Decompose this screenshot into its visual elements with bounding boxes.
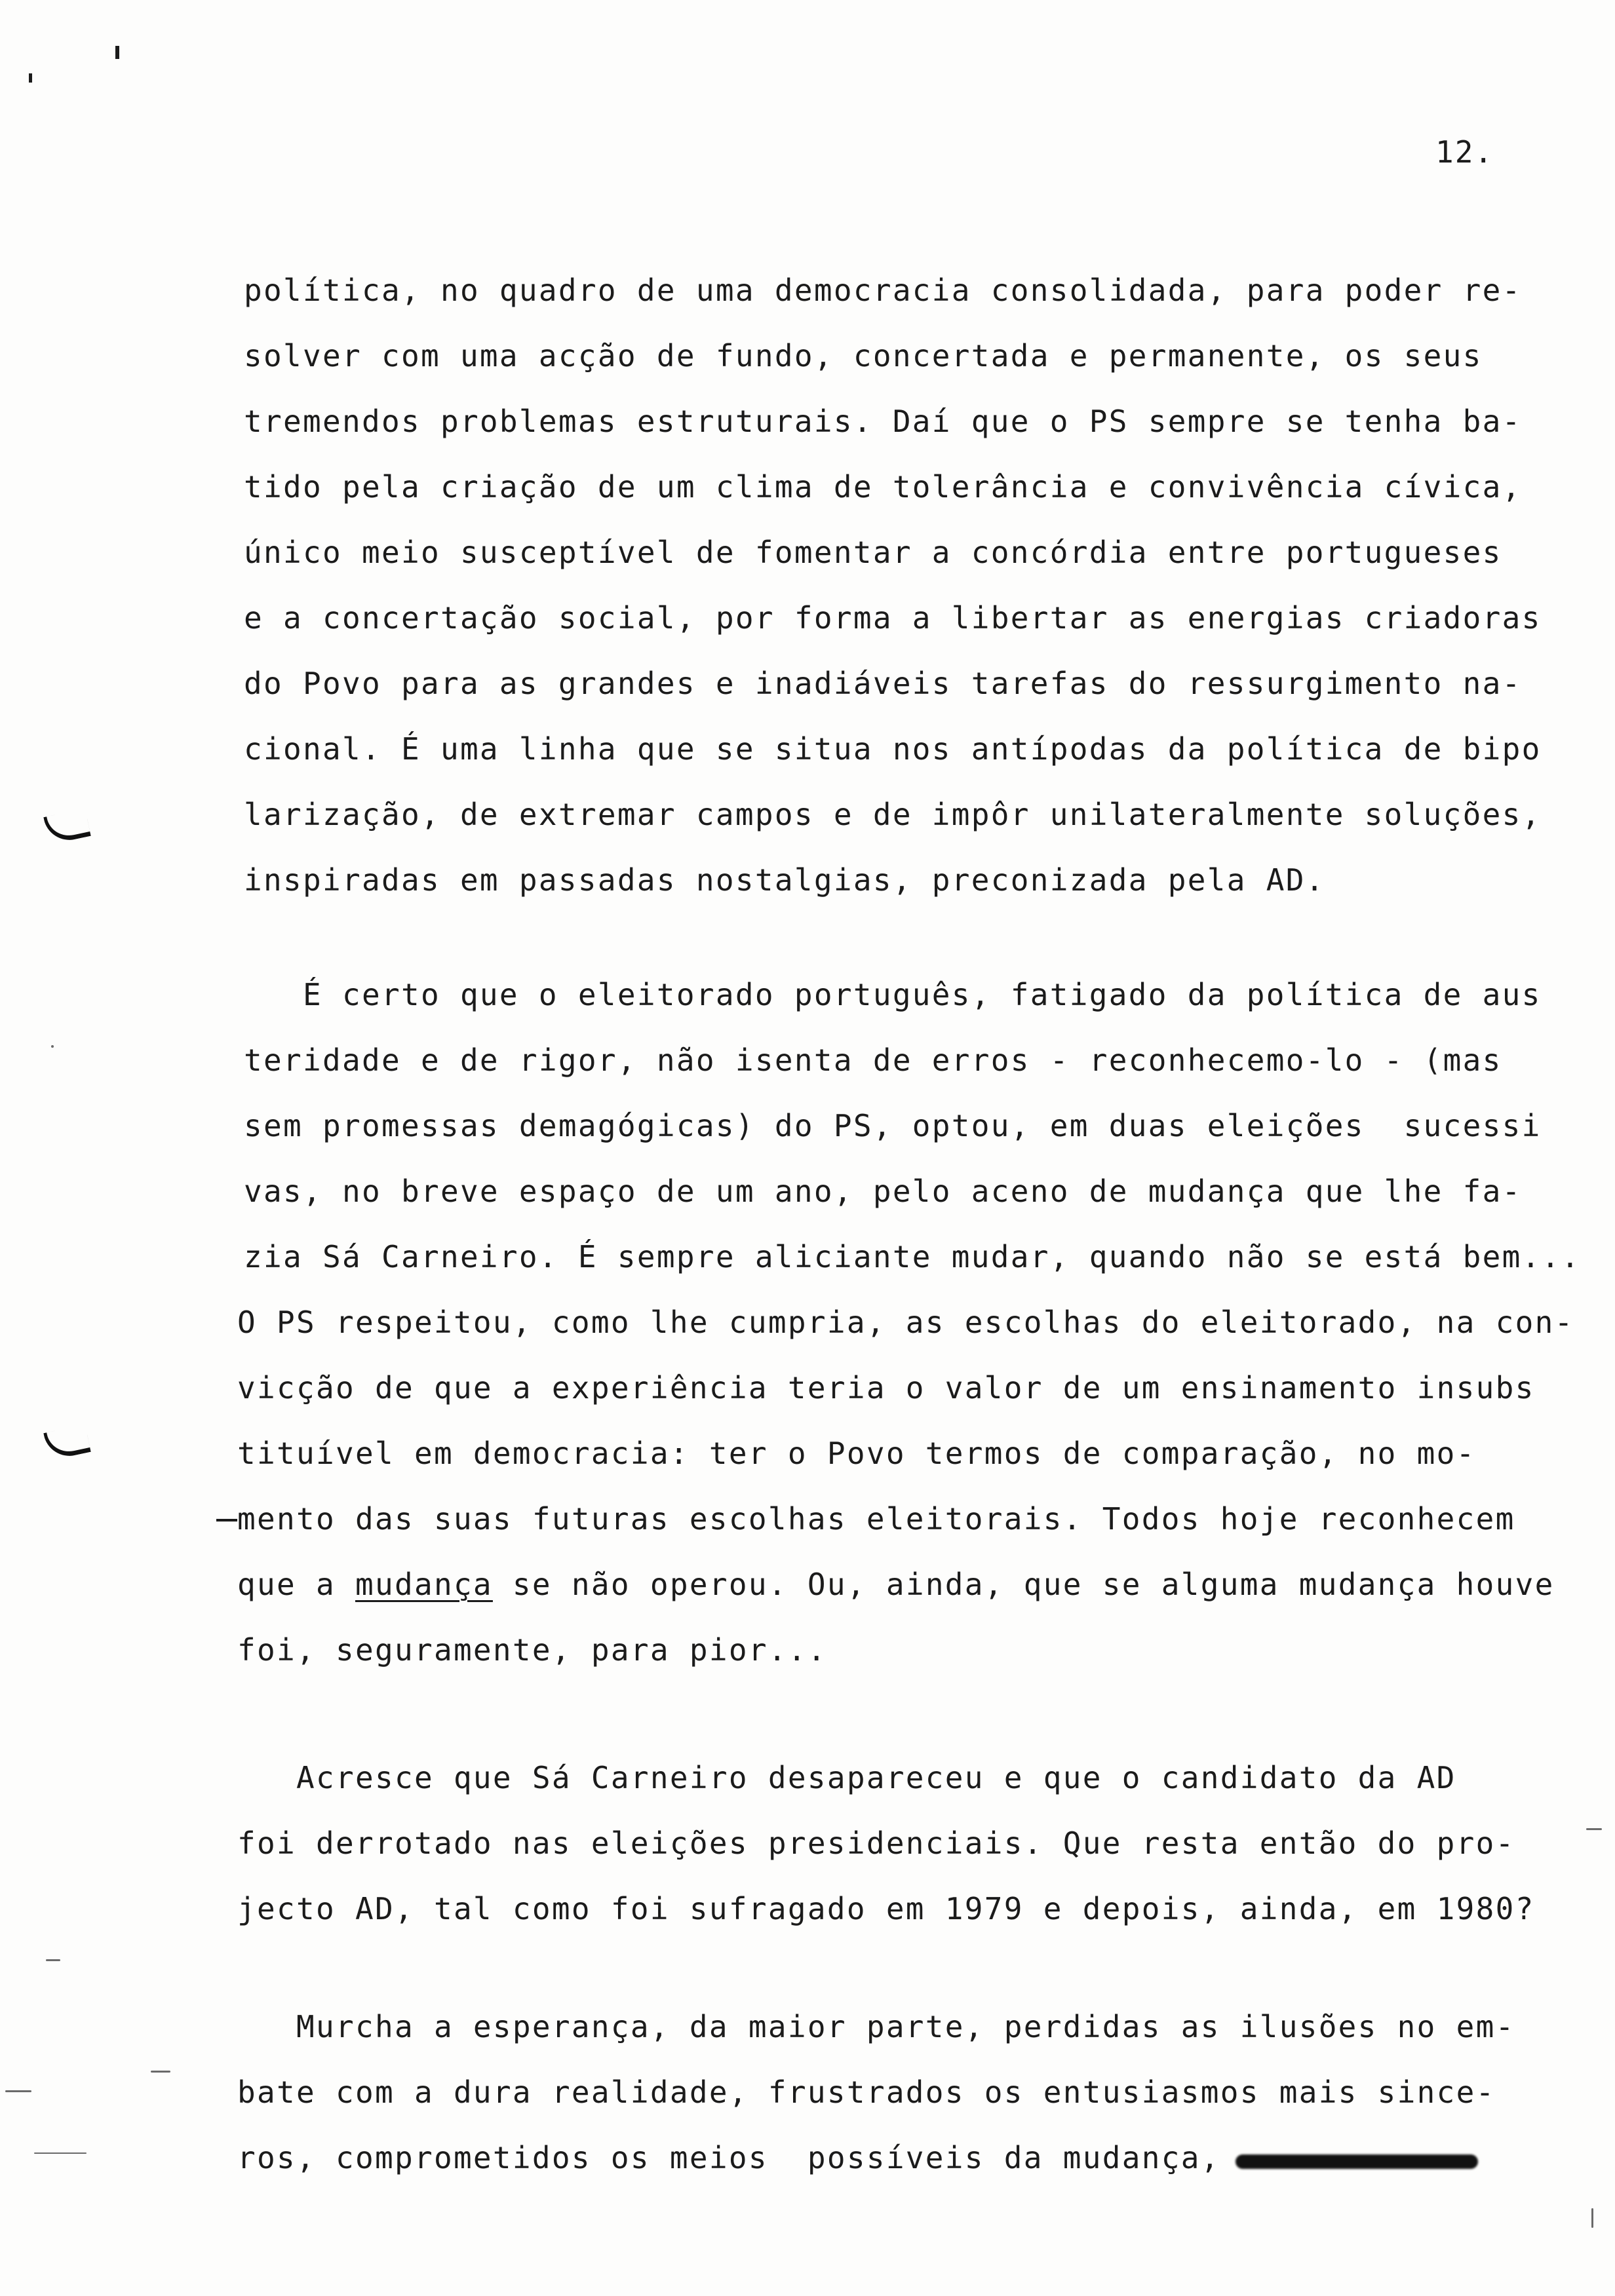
page-number: 12.	[1435, 134, 1494, 170]
text-line: tido pela criação de um clima de tolerância e convivência cívica,	[244, 469, 1522, 505]
binder-hole-mark	[43, 1425, 91, 1461]
text-line: foi, seguramente, para pior...	[237, 1632, 827, 1668]
text-line: único meio susceptível de fomentar a concórdia entre portugueses	[244, 535, 1502, 570]
scan-speck	[5, 2090, 31, 2092]
text-segment: que a	[237, 1567, 355, 1602]
text-line: jecto AD, tal como foi sufragado em 1979 e depois, ainda, em 1980?	[237, 1891, 1535, 1926]
text-line: É certo que o eleitorado português, fatigado da política de aus	[244, 977, 1542, 1012]
text-line: bate com a dura realidade, frustrados os entusiasmos mais since-	[237, 2075, 1496, 2110]
text-line: larização, de extremar campos e de impôr unilateralmente soluções,	[244, 797, 1542, 832]
text-line: vicção de que a experiência teria o valor de um ensinamento insubs	[237, 1370, 1535, 1406]
text-line: solver com uma acção de fundo, concertada e permanente, os seus	[244, 338, 1483, 373]
text-line: tremendos problemas estruturais. Daí que o PS sempre se tenha ba-	[244, 404, 1522, 439]
binder-hole-mark	[43, 809, 91, 845]
scan-speck	[46, 1959, 60, 1961]
scan-speck	[1591, 2208, 1593, 2228]
text-line: sem promessas demagógicas) do PS, optou, em duas eleições sucessi	[244, 1108, 1542, 1143]
ink-speck	[115, 46, 119, 59]
scan-speck	[151, 2071, 170, 2073]
margin-dash	[216, 1519, 237, 1521]
text-line: e a concertação social, por forma a libertar as energias criadoras	[244, 600, 1542, 636]
scan-speck	[51, 1045, 54, 1048]
text-line: ros, comprometidos os meios possíveis da mudança,	[237, 2140, 1220, 2175]
text-line: tituível em democracia: ter o Povo termos de comparação, no mo-	[237, 1436, 1476, 1471]
scan-speck	[34, 2152, 87, 2154]
underlined-word: mudança	[355, 1567, 493, 1602]
text-line: vas, no breve espaço de um ano, pelo aceno de mudança que lhe fa-	[244, 1174, 1522, 1209]
text-line: O PS respeitou, como lhe cumpria, as escolhas do eleitorado, na con-	[237, 1305, 1574, 1340]
ink-speck	[29, 73, 32, 83]
text-line: foi derrotado nas eleições presidenciais. Que resta então do pro-	[237, 1826, 1515, 1861]
text-segment: se não operou. Ou, ainda, que se alguma mudança houve	[492, 1567, 1555, 1602]
text-line: cional. É uma linha que se situa nos antípodas da política de bipo	[244, 731, 1542, 767]
text-line: teridade e de rigor, não isenta de erros - reconhecemo-lo - (mas	[244, 1043, 1502, 1078]
text-line: mento das suas futuras escolhas eleitorais. Todos hoje reconhecem	[237, 1501, 1515, 1537]
struck-out-text	[1236, 2154, 1478, 2169]
text-line: zia Sá Carneiro. É sempre aliciante mudar, quando não se está bem...	[244, 1239, 1581, 1274]
text-line: política, no quadro de uma democracia consolidada, para poder re-	[244, 273, 1522, 308]
text-line: Acresce que Sá Carneiro desapareceu e que o candidato da AD	[237, 1760, 1456, 1795]
text-line: inspiradas em passadas nostalgias, preconizada pela AD.	[244, 862, 1325, 898]
text-line: do Povo para as grandes e inadiáveis tarefas do ressurgimento na-	[244, 666, 1522, 701]
text-line: Murcha a esperança, da maior parte, perdidas as ilusões no em-	[237, 2009, 1515, 2044]
text-line	[237, 1566, 1555, 1603]
scan-speck	[1586, 1828, 1602, 1830]
